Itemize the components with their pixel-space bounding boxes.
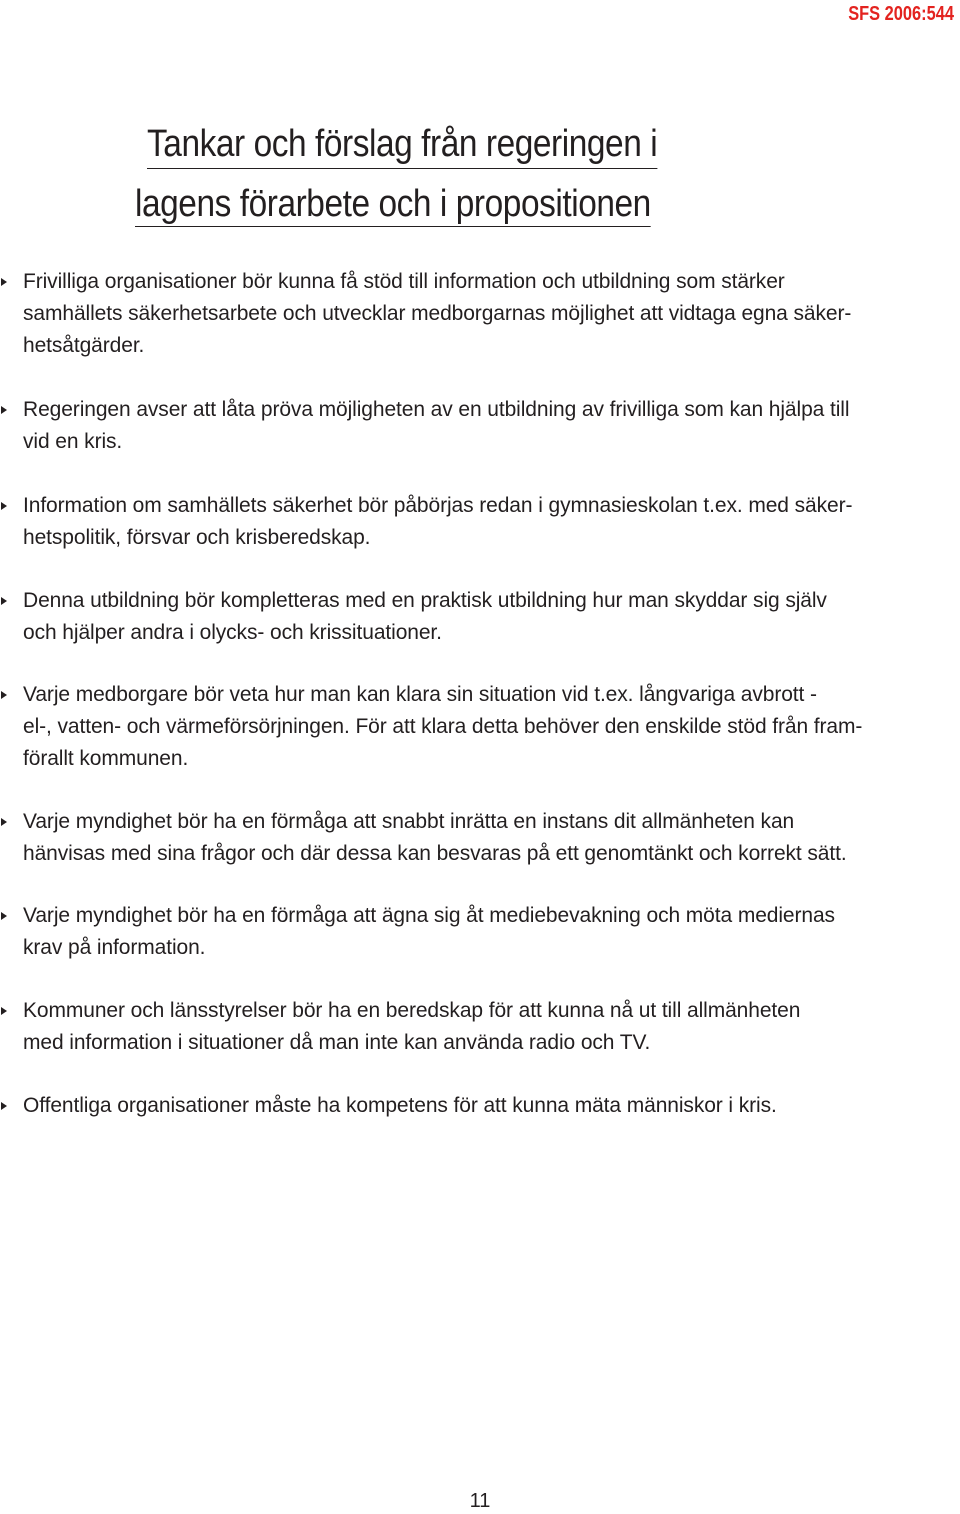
title-line-1: Tankar och förslag från regeringen i (147, 122, 657, 169)
bullet-text: Information om samhällets säkerhet bör påbörjas redan i gymnasieskolan t.ex. med säker- hetspolitik, försvar och krisberedskap. (23, 494, 853, 549)
bullet-text: Offentliga organisationer måste ha kompetens för att kunna mäta människor i kris. (23, 1094, 777, 1117)
bullet-arrow-icon (1, 691, 7, 699)
bullet-text: Frivilliga organisationer bör kunna få stöd till information och utbildning som stärker samhällets säkerhetsarbete och utvecklar medborgarnas möjlighet att vidtaga egna säker- hetsåtgärder. (23, 270, 852, 357)
bullet-text: Varje medborgare bör veta hur man kan klara sin situation vid t.ex. långvariga avbrott - el-, vatten- och värmeförsörjningen. För att klara detta behöver den enskilde stöd från fram- förallt kommunen. (23, 683, 863, 770)
bullet-arrow-icon (1, 1007, 7, 1015)
bullet-arrow-icon (1, 502, 7, 510)
page-title (135, 122, 775, 227)
bullet-text: Regeringen avser att låta pröva möjligheten av en utbildning av frivilliga som kan hjälpa till vid en kris. (23, 398, 850, 453)
bullet-arrow-icon (1, 278, 7, 286)
document-code: SFS 2006:544 (848, 3, 954, 25)
bullet-arrow-icon (1, 406, 7, 414)
bullet-text: Varje myndighet bör ha en förmåga att snabbt inrätta en instans dit allmänheten kan hänvisas med sina frågor och där dessa kan besvaras på ett genomtänkt och korrekt sätt. (23, 810, 847, 865)
bullet-text: Kommuner och länsstyrelser bör ha en beredskap för att kunna nå ut till allmänheten med information i situationer då man inte kan använda radio och TV. (23, 999, 801, 1054)
bullet-text: Varje myndighet bör ha en förmåga att ägna sig åt mediebevakning och möta mediernas krav på information. (23, 904, 835, 959)
page-number: 11 (469, 1490, 491, 1512)
title-line-2: lagens förarbete och i propositionen (135, 183, 651, 225)
bullet-arrow-icon (1, 818, 7, 826)
bullet-text: Denna utbildning bör kompletteras med en praktisk utbildning hur man skyddar sig själv och hjälper andra i olycks- och krissituationer. (23, 589, 827, 644)
bullet-arrow-icon (1, 1102, 7, 1110)
bullet-arrow-icon (1, 597, 7, 605)
bullet-arrow-icon (1, 912, 7, 920)
